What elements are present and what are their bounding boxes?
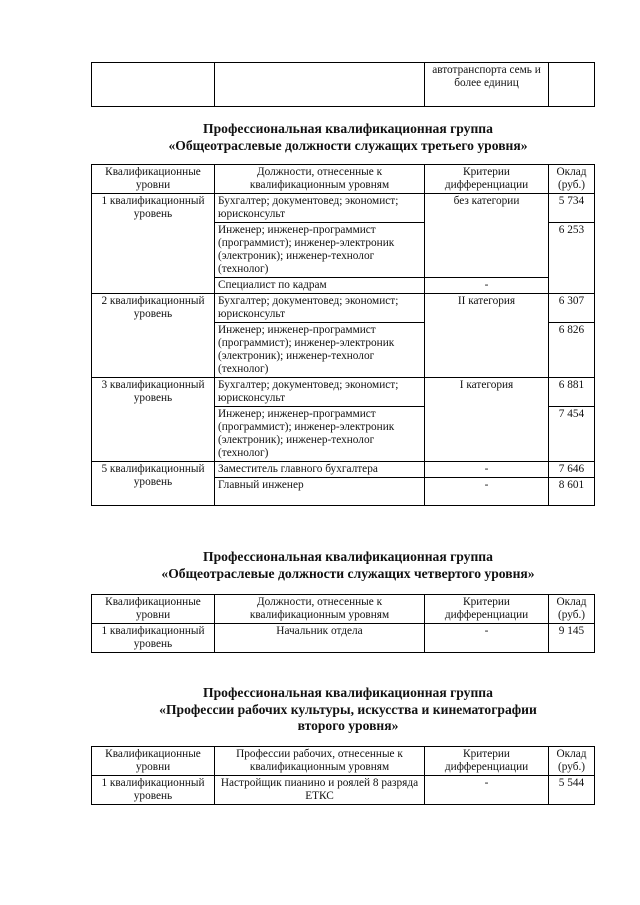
- table-cell: [92, 63, 215, 107]
- table-header-row: [92, 595, 595, 624]
- position-cell: Инженер; инженер-программист (программист); инженер-электроник (электроник); инженер-технолог (технолог): [215, 223, 425, 278]
- position-cell: Главный инженер: [215, 478, 425, 506]
- level-cell: 5 квалификационный уровень: [92, 462, 215, 506]
- criteria-cell: I категория: [425, 378, 549, 462]
- level-cell: 1 квалификационный уровень: [92, 624, 215, 653]
- level-cell: 3 квалификационный уровень: [92, 378, 215, 462]
- table-row: [92, 776, 595, 805]
- salary-cell: 7 646: [549, 462, 595, 478]
- salary-cell: 5 544: [549, 776, 595, 805]
- salary-cell: 9 145: [549, 624, 595, 653]
- table-row: [92, 194, 595, 223]
- criteria-cell: -: [425, 624, 549, 653]
- salary-cell: 6 307: [549, 294, 595, 323]
- section-heading: [60, 121, 636, 154]
- criteria-cell: без категории: [425, 194, 549, 278]
- criteria-cell: -: [425, 278, 549, 294]
- heading-line: «Общеотраслевые должности служащих четвертого уровня»: [161, 565, 535, 581]
- position-cell: Инженер; инженер-программист (программист); инженер-электроник (электроник); инженер-технолог (технолог): [215, 323, 425, 378]
- table-row: [92, 462, 595, 478]
- column-header: Квалификационные уровни: [92, 165, 215, 194]
- table-cell: [549, 63, 595, 107]
- position-cell: Инженер; инженер-программист (программист); инженер-электроник (электроник); инженер-технолог (технолог): [215, 407, 425, 462]
- criteria-cell: II категория: [425, 294, 549, 378]
- section-heading: [60, 685, 636, 735]
- level-cell: 1 квалификационный уровень: [92, 194, 215, 294]
- table-header-row: [92, 165, 595, 194]
- table-row: [92, 63, 595, 107]
- column-header: Профессии рабочих, отнесенные к квалификационным уровням: [215, 747, 425, 776]
- salary-cell: 7 454: [549, 407, 595, 462]
- position-cell: Заместитель главного бухгалтера: [215, 462, 425, 478]
- qualification-table: [91, 594, 595, 653]
- heading-line: «Общеотраслевые должности служащих третьего уровня»: [168, 137, 528, 153]
- table-cell: автотранспорта семь и более единиц: [425, 63, 549, 107]
- section-heading: [60, 549, 636, 582]
- salary-cell: 5 734: [549, 194, 595, 223]
- criteria-cell: -: [425, 462, 549, 478]
- column-header: Должности, отнесенные к квалификационным уровням: [215, 595, 425, 624]
- column-header: Квалификационные уровни: [92, 747, 215, 776]
- table-continuation: [91, 62, 595, 107]
- column-header: Критерии дифференциации: [425, 165, 549, 194]
- position-cell: Начальник отдела: [215, 624, 425, 653]
- qualification-table: [91, 746, 595, 805]
- position-cell: Бухгалтер; документовед; экономист; юрисконсульт: [215, 194, 425, 223]
- salary-cell: 6 881: [549, 378, 595, 407]
- criteria-cell: -: [425, 776, 549, 805]
- heading-line: Профессиональная квалификационная группа: [203, 685, 493, 700]
- salary-cell: 6 826: [549, 323, 595, 378]
- table-header-row: [92, 747, 595, 776]
- column-header: Оклад (руб.): [549, 165, 595, 194]
- salary-cell: 8 601: [549, 478, 595, 506]
- position-cell: Настройщик пианино и роялей 8 разряда ЕТКС: [215, 776, 425, 805]
- heading-line: «Профессии рабочих культуры, искусства и кинематографии: [159, 701, 537, 717]
- heading-line: второго уровня»: [297, 718, 399, 733]
- column-header: Критерии дифференциации: [425, 595, 549, 624]
- column-header: Квалификационные уровни: [92, 595, 215, 624]
- level-cell: 1 квалификационный уровень: [92, 776, 215, 805]
- qualification-table: [91, 164, 595, 506]
- table-row: [92, 294, 595, 323]
- heading-line: Профессиональная квалификационная группа: [203, 549, 493, 564]
- level-cell: 2 квалификационный уровень: [92, 294, 215, 378]
- column-header: Оклад (руб.): [549, 595, 595, 624]
- column-header: Должности, отнесенные к квалификационным уровням: [215, 165, 425, 194]
- position-cell: Бухгалтер; документовед; экономист; юрисконсульт: [215, 378, 425, 407]
- table-row: [92, 378, 595, 407]
- criteria-cell: -: [425, 478, 549, 506]
- position-cell: Бухгалтер; документовед; экономист; юрисконсульт: [215, 294, 425, 323]
- column-header: Оклад (руб.): [549, 747, 595, 776]
- heading-line: Профессиональная квалификационная группа: [203, 121, 493, 136]
- table-row: [92, 624, 595, 653]
- table-cell: [215, 63, 425, 107]
- salary-cell: 6 253: [549, 223, 595, 294]
- position-cell: Специалист по кадрам: [215, 278, 425, 294]
- column-header: Критерии дифференциации: [425, 747, 549, 776]
